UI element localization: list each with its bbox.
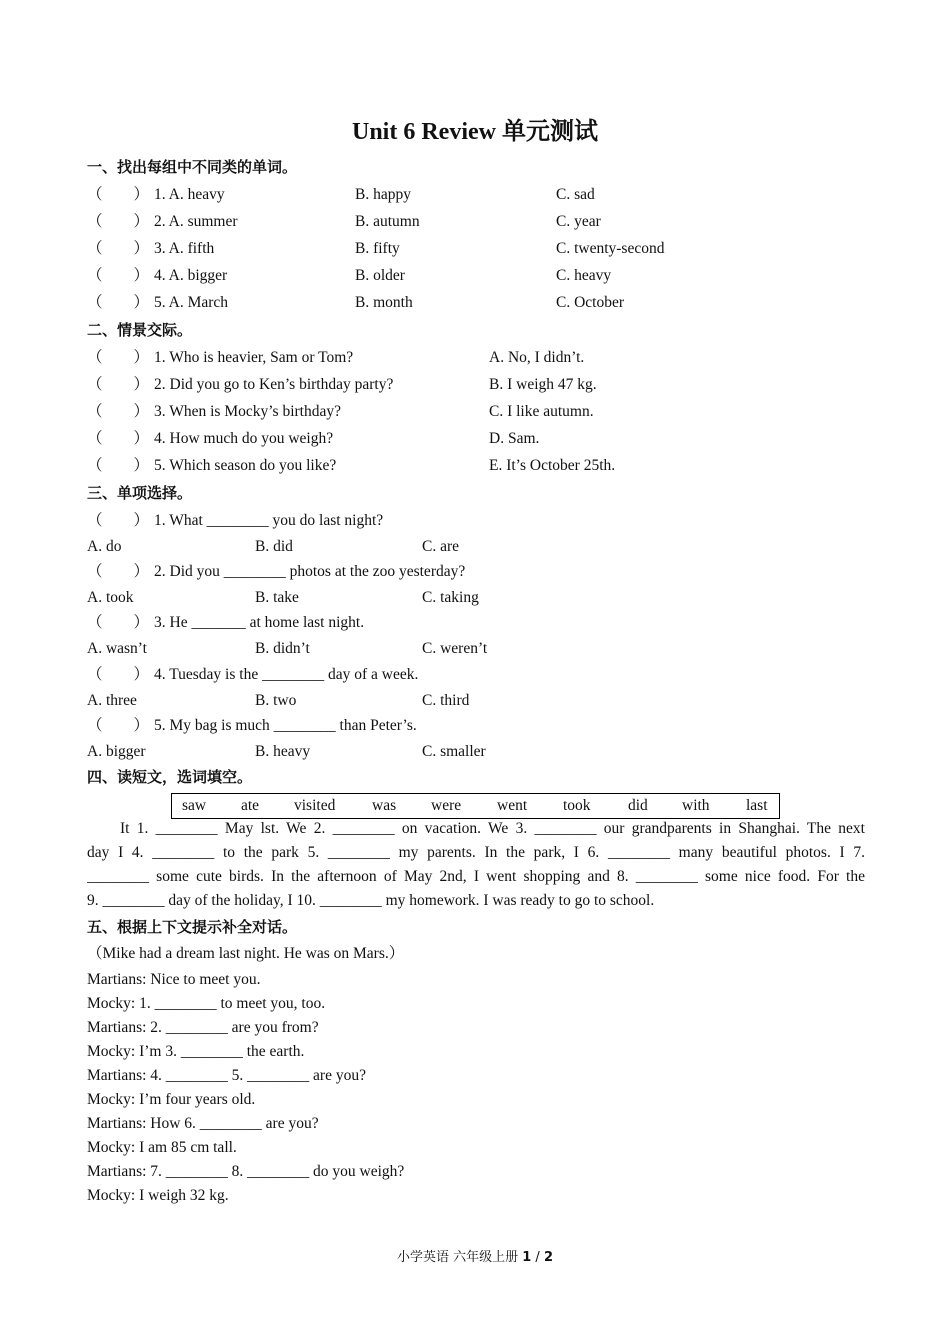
options-row [87, 690, 877, 712]
question-text: 5. My bag is much ________ than Peter’s. [154, 717, 417, 734]
section-heading-4: 四、读短文，选词填空。 [87, 768, 253, 786]
dialogue-line: Mocky: I am 85 cm tall. [87, 1139, 237, 1156]
option-b: B. fifty [355, 240, 400, 257]
question-row [87, 374, 877, 396]
options-row [87, 536, 877, 558]
option-c: C. taking [422, 589, 479, 606]
dialogue-line: Martians: 4. ________ 5. ________ are you? [87, 1067, 366, 1084]
word-bank-item: took [563, 797, 591, 814]
dialogue-line: Mocky: I’m 3. ________ the earth. [87, 1043, 305, 1060]
page-title: Unit 6 Review 单元测试 [352, 119, 598, 145]
question-text: 1. What ________ you do last night? [154, 512, 384, 529]
question-row [87, 211, 877, 233]
word-bank-item: were [431, 797, 462, 814]
option-c: C. year [556, 213, 601, 230]
word-bank-box [171, 793, 780, 819]
option-b: B. did [255, 538, 293, 555]
question-row [87, 510, 877, 532]
question-text: 3. When is Mocky’s birthday? [154, 403, 341, 420]
answer-choice: D. Sam. [489, 430, 540, 447]
option-a: A. took [87, 589, 134, 606]
option-c: C. are [422, 538, 460, 555]
dialogue-line: Mocky: I’m four years old. [87, 1091, 256, 1108]
answer-bracket[interactable]: （ ） [87, 376, 150, 393]
passage-line: ________ some cute birds. In the afternoon of May 2nd, I went shopping and 8. ________ some nice food. For the [87, 868, 865, 885]
dialogue-line: Mocky: I weigh 32 kg. [87, 1187, 229, 1204]
word-bank-item: visited [294, 797, 336, 814]
option-c: C. smaller [422, 743, 486, 760]
question-row [87, 428, 877, 450]
option-b: B. month [355, 294, 413, 311]
answer-choice: A. No, I didn’t. [489, 349, 585, 366]
option-a: A. wasn’t [87, 640, 147, 657]
option-c: C. sad [556, 186, 595, 203]
answer-bracket[interactable]: （ ） [87, 186, 150, 203]
options-row [87, 638, 877, 660]
word-bank-item: last [746, 797, 768, 814]
answer-bracket[interactable]: （ ） [87, 240, 150, 257]
question-row [87, 455, 877, 477]
word-bank-item: ate [241, 797, 260, 814]
section-heading-5: 五、根据上下文提示补全对话。 [87, 918, 298, 936]
answer-bracket[interactable]: （ ） [87, 403, 150, 420]
page-number: 1 [522, 1250, 532, 1265]
word-bank-item: did [628, 797, 648, 814]
option-c: C. twenty-second [556, 240, 665, 257]
question-row [87, 401, 877, 423]
dialogue-line: Martians: 2. ________ are you from? [87, 1019, 319, 1036]
dialogue-context: （Mike had a dream last night. He was on Mars.） [87, 945, 405, 962]
answer-bracket[interactable]: （ ） [87, 614, 150, 631]
section-heading-2: 二、情景交际。 [87, 321, 193, 339]
option-b: B. take [255, 589, 299, 606]
question-row [87, 292, 877, 314]
option-c: C. heavy [556, 267, 612, 284]
option-b: B. didn’t [255, 640, 310, 657]
option-c: C. third [422, 692, 470, 709]
answer-choice: C. I like autumn. [489, 403, 594, 420]
question-row [87, 561, 877, 583]
answer-bracket[interactable]: （ ） [87, 457, 150, 474]
word-bank-item: went [497, 797, 528, 814]
word-bank-item: was [372, 797, 397, 814]
option-a: 2. A. summer [154, 213, 238, 230]
dialogue-line: Martians: Nice to meet you. [87, 971, 261, 988]
answer-bracket[interactable]: （ ） [87, 267, 150, 284]
question-row [87, 347, 877, 369]
option-a: 3. A. fifth [154, 240, 215, 257]
answer-bracket[interactable]: （ ） [87, 563, 150, 580]
passage-line: It 1. ________ May lst. We 2. ________ on vacation. We 3. ________ our grandparents in Shanghai. The next [120, 820, 865, 837]
page-footer [0, 1246, 950, 1265]
dialogue-line: Mocky: 1. ________ to meet you, too. [87, 995, 326, 1012]
answer-bracket[interactable]: （ ） [87, 349, 150, 366]
option-b: B. heavy [255, 743, 311, 760]
question-text: 4. How much do you weigh? [154, 430, 334, 447]
option-a: 1. A. heavy [154, 186, 225, 203]
footer-text: 小学英语 六年级上册 [396, 1250, 523, 1265]
passage-line: 9. ________ day of the holiday, I 10. ________ my homework. I was ready to go to school. [87, 892, 655, 909]
option-b: B. older [355, 267, 405, 284]
word-bank-item: saw [182, 797, 207, 814]
section-heading-1: 一、找出每组中不同类的单词。 [87, 158, 298, 176]
question-row [87, 612, 877, 634]
question-text: 2. Did you go to Ken’s birthday party? [154, 376, 394, 393]
question-row [87, 265, 877, 287]
answer-bracket[interactable]: （ ） [87, 430, 150, 447]
answer-choice: E. It’s October 25th. [489, 457, 616, 474]
answer-bracket[interactable]: （ ） [87, 512, 150, 529]
section-heading-3: 三、单项选择。 [87, 484, 193, 502]
word-bank-item: with [682, 797, 710, 814]
question-text: 1. Who is heavier, Sam or Tom? [154, 349, 354, 366]
question-text: 2. Did you ________ photos at the zoo yesterday? [154, 563, 466, 580]
option-a: 5. A. March [154, 294, 229, 311]
question-row [87, 664, 877, 686]
option-a: A. bigger [87, 743, 146, 760]
answer-choice: B. I weigh 47 kg. [489, 376, 597, 393]
question-text: 5. Which season do you like? [154, 457, 337, 474]
dialogue-line: Martians: 7. ________ 8. ________ do you weigh? [87, 1163, 405, 1180]
question-text: 4. Tuesday is the ________ day of a week. [154, 666, 419, 683]
option-b: B. happy [355, 186, 411, 203]
option-a: A. three [87, 692, 137, 709]
page-total: 2 [543, 1250, 553, 1265]
option-a: A. do [87, 538, 122, 555]
answer-bracket[interactable]: （ ） [87, 717, 150, 734]
option-c: C. October [556, 294, 625, 311]
option-b: B. two [255, 692, 297, 709]
answer-bracket[interactable]: （ ） [87, 213, 150, 230]
options-row [87, 741, 877, 763]
dialogue-line: Martians: How 6. ________ are you? [87, 1115, 319, 1132]
question-row [87, 184, 877, 206]
passage-line: day I 4. ________ to the park 5. ________ my parents. In the park, I 6. ________ many beautiful photos. I 7. [87, 844, 865, 861]
answer-bracket[interactable]: （ ） [87, 294, 150, 311]
option-b: B. autumn [355, 213, 420, 230]
question-text: 3. He _______ at home last night. [154, 614, 365, 631]
option-a: 4. A. bigger [154, 267, 228, 284]
page-separator: / [531, 1250, 544, 1265]
option-c: C. weren’t [422, 640, 488, 657]
question-row [87, 238, 877, 260]
options-row [87, 587, 877, 609]
question-row [87, 715, 877, 737]
answer-bracket[interactable]: （ ） [87, 666, 150, 683]
